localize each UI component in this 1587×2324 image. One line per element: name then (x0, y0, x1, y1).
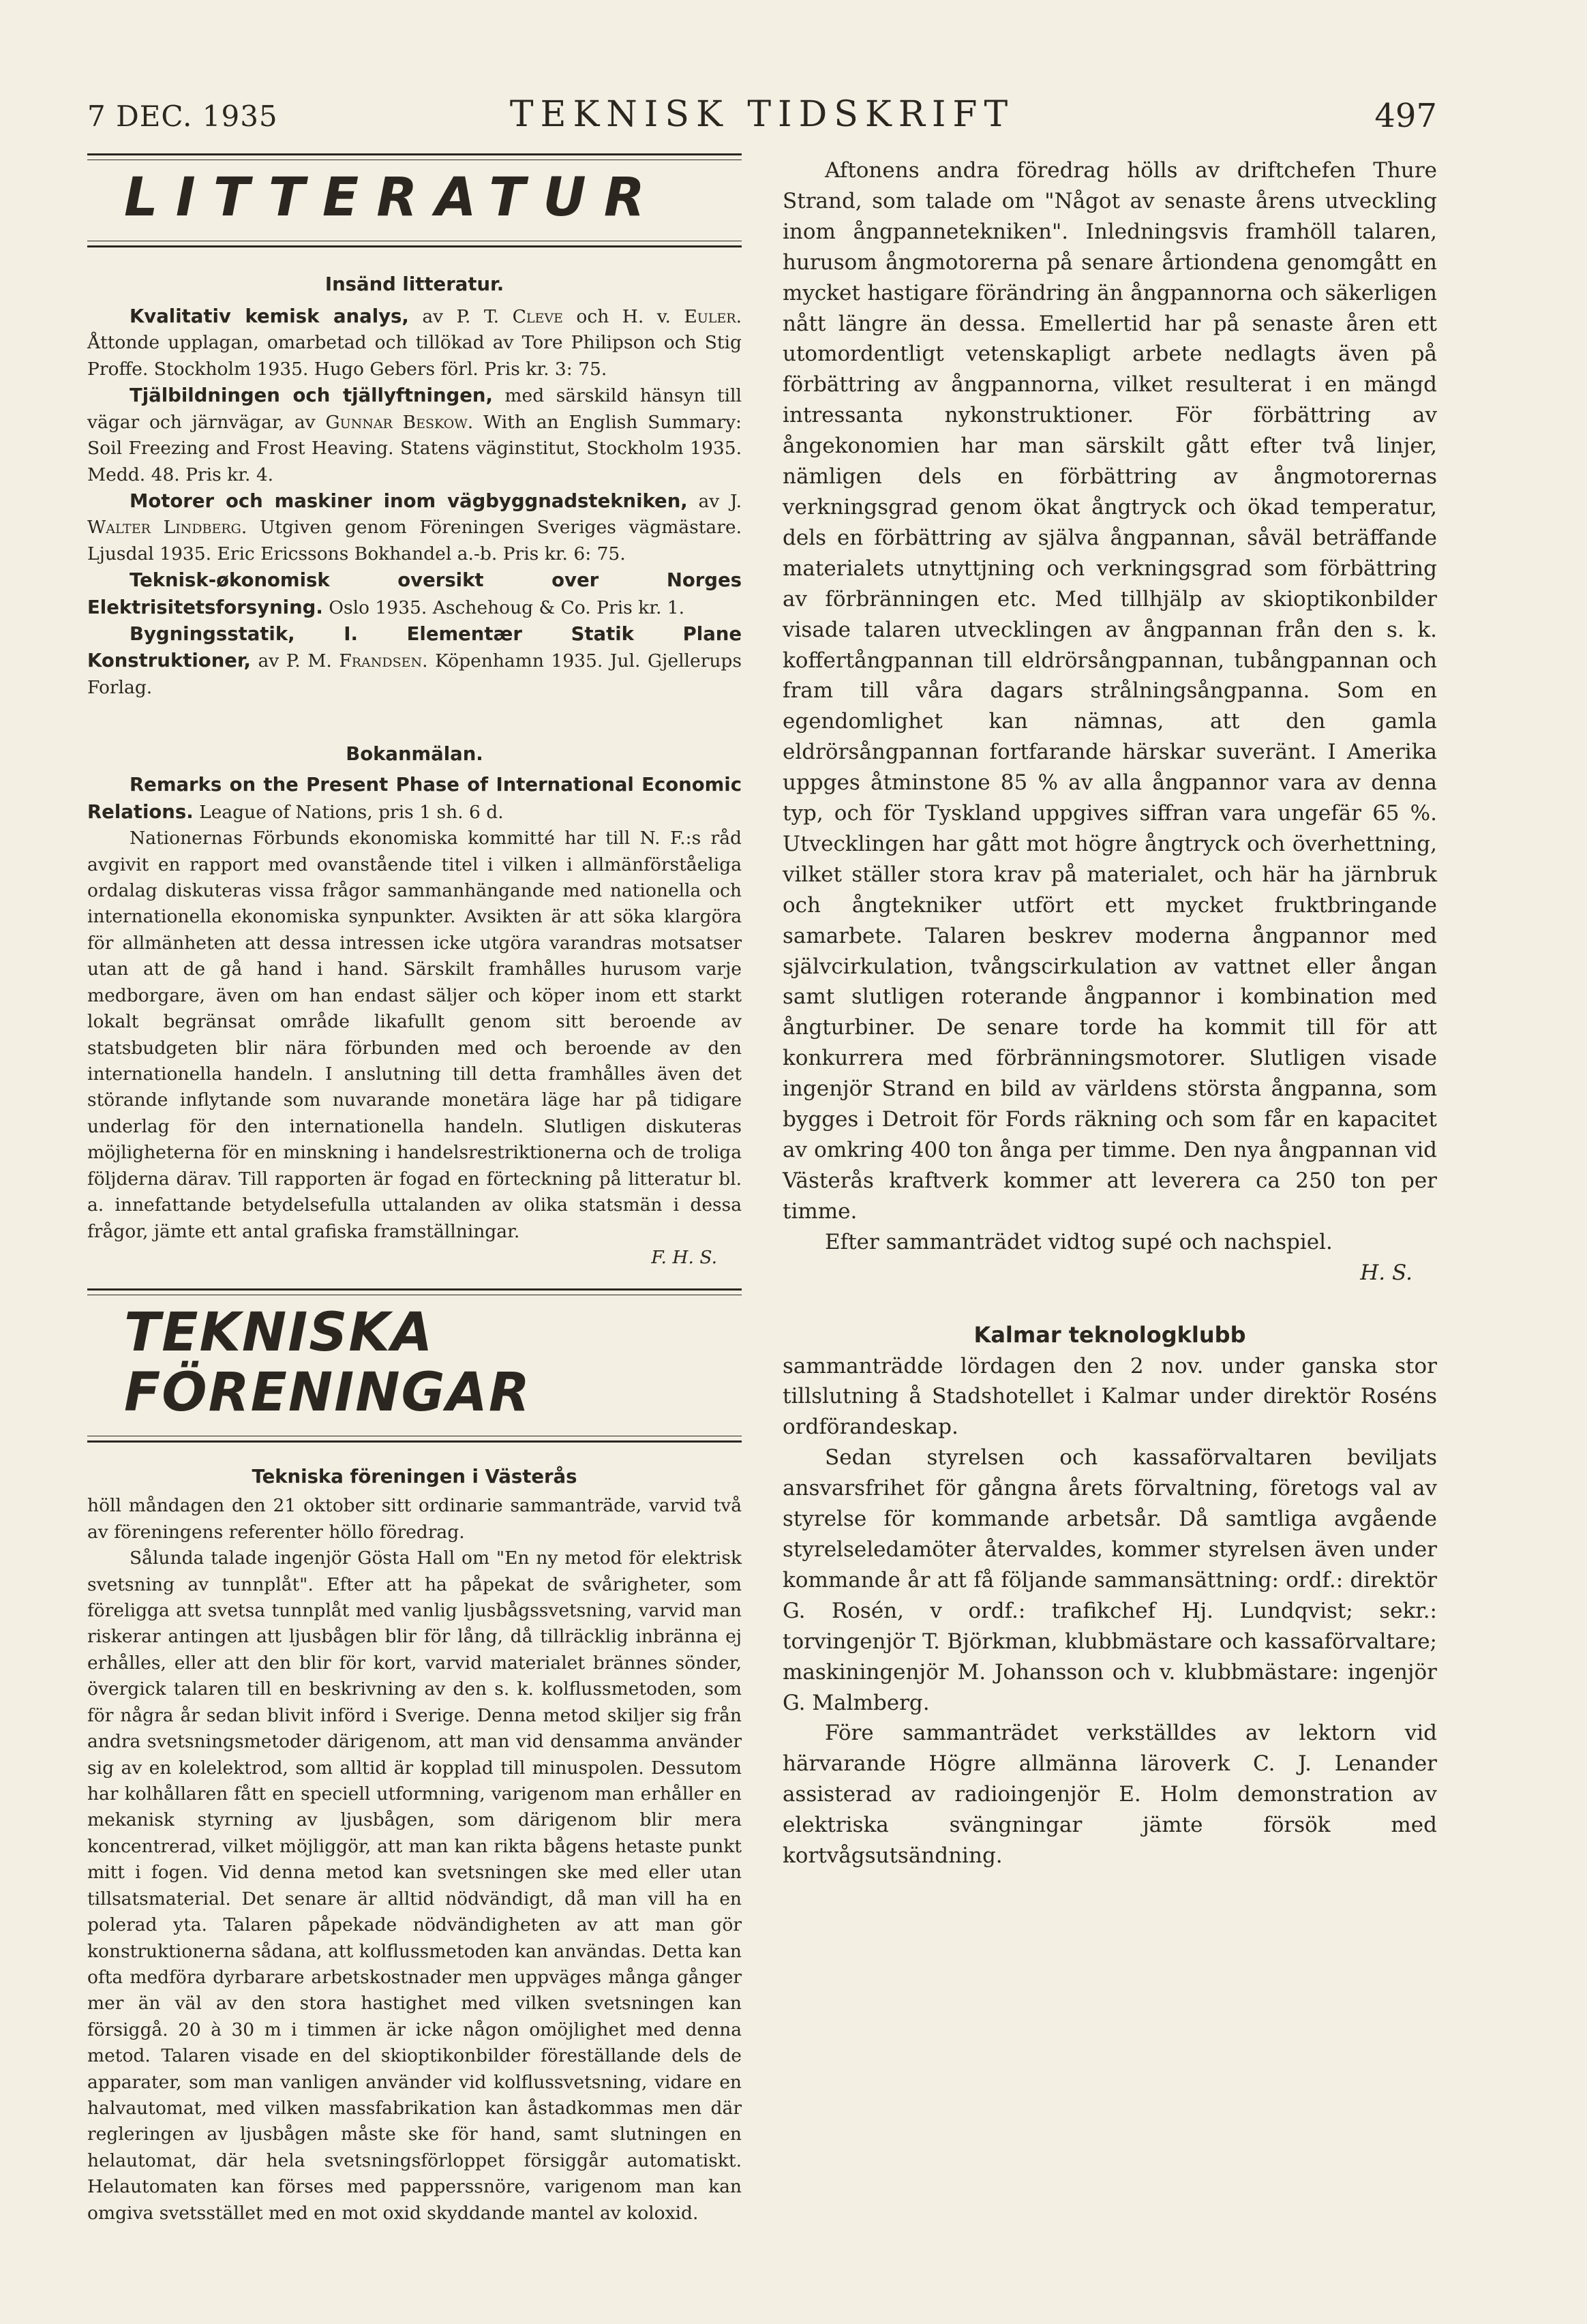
insand-heading: Insänd litteratur. (324, 273, 504, 295)
review-title: Remarks on the Present Phase of International Economic Relations. League of Nations, pris 1 sh. 6 d. (87, 774, 742, 823)
vasteras-closing: Efter sammanträdet vidtog supé och nachspiel. (825, 1229, 1333, 1254)
journal-name: TEKNISK TIDSKRIFT (509, 94, 1015, 135)
literature-entry: Tjälbildningen och tjällyftningen, med särskild hänsyn till vägar och järnvägar, av Gunnar Beskow. With an English Summary: Soil Freezing and Frost Heaving. Statens väginstitut, Stockholm 1935. Medd. 48. Pris kr. 4. (87, 384, 742, 485)
literature-entry: Bygningsstatik, I. Elementær Statik Plane Konstruktioner, av P. M. Frandsen. Köpenhamn 1935. Jul. Gjellerups Forlag. (87, 623, 742, 698)
vasteras-heading: Tekniska föreningen i Västerås (252, 1466, 577, 1488)
literature-entry: Motorer och maskiner inom vägbyggnadstekniken, av J. Walter Lindberg. Utgiven genom Föreningen Sveriges vägmästare. Ljusdal 1935. Eric Ericssons Bokhandel a.-b. Pris kr. 6: 75. (87, 489, 742, 564)
vasteras-lecture-2: Aftonens andra föredrag hölls av driftchefen Thure Strand, som talade om "Något av senaste årens utveckling inom ångpannetekniken". Inledningsvis framhöll talaren, hurusom ångmotorerna på senare årtiondena genomgått en mycket hastigare förändring än ångpannorna och säkerligen nått längre än dessa. Emellertid har på senaste åren ett utomordentligt vetenskapligt arbete nedlagts även på förbättring av ångpannorna, vilket resulterat i en mängd intressanta nykonstruktioner. För förbättring av ångekonomien har man särskilt gått efter två linjer, nämligen dels en förbättring av ångmotorernas verkningsgrad genom ökat ångtryck och ökad temperatur, dels en förbättring av själva ångpannan, såväl beträffande materialets utnyttjning och verkningsgrad som förbättring av förbränningen etc. Med tillhjälp av skioptikonbilder visade talaren utvecklingen av ångpannan från den s. k. koffertångpannan till eldrörsångpannan, tubångpannan och fram till våra dagars strålningsångpanna. Som en egendomlighet kan nämnas, att den gamla eldrörsångpannan fortfarande härskar suveränt. I Amerika uppges åtminstone 85 % av alla ångpannor vara av denna typ, och för Tyskland uppgives siffran vara ungefär 65 %. Utvecklingen har gått mot högre ångtryck och överhettning, vilket ställer stora krav på materialet, och här ha järnbruk och ångtekniker utfört ett mycket fruktbringande samarbete. Talaren beskrev moderna ångpannor med självcirkulation, tvångscirkulation av vattnet eller ångan samt slutligen roterande ångpannor i kombination med ångturbiner. De senare torde ha kommit till för att konkurrera med förbränningsmotorer. Slutligen visade ingenjör Strand en bild av världens största ångpanna, som bygges i Detroit för Fords räkning och som får en kapacitet av omkring 400 ton ånga per timme. Den nya ångpannan vid Västerås kraftverk kommer att leverera ca 250 ton per timme. (783, 158, 1437, 1224)
literature-entry: Teknisk-økonomisk oversikt over Norges Elektrisitetsforsyning. Oslo 1935. Aschehoug & Co. Pris kr. 1. (87, 569, 742, 618)
vasteras-intro: höll måndagen den 21 oktober sitt ordinarie sammanträde, varvid två av föreningens referenter höllo föredrag. (87, 1495, 742, 1543)
insand-list (87, 303, 742, 701)
review-signature: F. H. S. (651, 1246, 717, 1268)
page-number: 497 (1374, 97, 1437, 135)
kalmar-demonstration: Före sammanträdet verkställdes av lektorn vid härvarande Högre allmänna läroverk C. J. Lenander assisterad av radioingenjör E. Holm demonstration av elektriska svängningar jämte försök med kortvågsutsändning. (783, 1721, 1437, 1869)
review-body: Nationernas Förbunds ekonomiska kommitté har till N. F.:s råd avgivit en rapport med ovanstående titel i vilken i allmänförståeliga ordalag diskuteras vissa frågor sammanhängande med nationella och internationella ekonomiska synpunkter. Avsikten är att söka klargöra för allmänheten att dessa intressen icke utgöra varandras motsatser utan att de gå hand i hand. Särskilt framhålles hurusom varje medborgare, även om han endast säljer och köper inom ett starkt lokalt begränsat område likafullt genom sitt beroende av statsbudgeten blir nära förbunden med och beroende av den internationella handeln. I anslutning till detta framhålles även det störande inflytande som nuvarande monetära läge har på tidigare underlag för den internationella handeln. Slutligen diskuteras möjligheterna för en minskning i handelsrestriktionerna och de troliga följderna därav. Till rapporten är fogad en förteckning på litteratur bl. a. innefattande betydelsefulla uttalanden av olika statsmän i dessa frågor, jämte ett antal grafiska framställningar. (87, 828, 742, 1242)
section-title-litteratur: LITTERATUR (87, 153, 742, 247)
issue-date: 7 DEC. 1935 (87, 100, 278, 133)
right-column (783, 155, 1437, 1871)
vasteras-lecture-1: Sålunda talade ingenjör Gösta Hall om "En ny metod för elektrisk svetsning av tunnplåt". Efter att ha påpekat de svårigheter, som föreligga att svetsa tunnplåt med vanlig ljusbågssvetsning, varvid man riskerar antingen att ljusbågen blir för lång, då tillräcklig inbränna ej erhålles, eller att den blir för kort, varvid materialet brännes sönder, övergick talaren till en beskrivning av den s. k. kolflussmetoden, som för några år sedan blivit införd i Sverige. Denna metod skiljer sig från andra svetsningsmetoder därigenom, att man vid densamma använder sig av en kolelektrod, som alltid är kopplad till minuspolen. Dessutom har kolhållaren fått en speciell utformning, varigenom man erhåller en mekanisk styrning av ljusbågen, som därigenom blir mera koncentrerad, vilket möjliggör, att man kan rikta bågens hetaste punkt mitt i fogen. Vid denna metod kan svetsningen ske med eller utan tillsatsmaterial. Det senare är alltid nödvändigt, då man vill ha en polerad yta. Talaren påpekade nödvändigheten av att man gör konstruktionerna sådana, att kolflussmetoden kan användas. Detta kan ofta medföra dyrbarare arbetskostnader men uppväges många gånger mer än väl av den stora hastighet med vilken svetsningen kan försiggå. 20 à 30 m i timmen är icke någon omöjlighet med denna metod. Talaren visade en del skioptikonbilder föreställande dels de apparater, som man vanligen använder vid kolflussvetsning, vidare en halvautomat, med vilken massfabrikation kan åstadkommas men där regleringen av ljusbågen måste ske för hand, samt slutningen en helautomat, där hela svetsningsförloppet försiggår automatiskt. Helautomaten kan förses med papperssnöre, varigenom man kan omgiva svetsstället med en mot oxid skyddande mantel av koloxid. (87, 1548, 742, 2224)
kalmar-heading: Kalmar teknologklubb (973, 1321, 1246, 1348)
bokanmalan-heading: Bokanmälan. (346, 743, 483, 766)
running-header (87, 87, 1437, 142)
section-title-foreningar: TEKNISKA FÖRENINGAR (87, 1288, 742, 1443)
kalmar-board: Sedan styrelsen och kassaförvaltaren beviljats ansvarsfrihet för gångna årets förvaltning, företogs val av styrelse för kommande arbetsår. Då samtliga avgående styrelseledamöter återvaldes, kommer styrelsen även under kommande år att få följande sammansättning: ordf.: direktör G. Rosén, v ordf.: trafikchef Hj. Lundqvist; sekr.: torvingenjör T. Björkman, klubbmästare och kassaförvaltare; maskiningenjör M. Johansson och v. klubbmästare: ingenjör G. Malmberg. (783, 1445, 1437, 1715)
left-column (87, 153, 742, 2227)
literature-entry: Kvalitativ kemisk analys, av P. T. Cleve och H. v. Euler. Åttonde upplagan, omarbetad och tillökad av Tore Philipson och Stig Proffe. Stockholm 1935. Hugo Gebers förl. Pris kr. 3: 75. (87, 305, 742, 380)
kalmar-intro: sammanträdde lördagen den 2 nov. under ganska stor tillslutning å Stadshotellet i Kalmar under direktör Roséns ordförandeskap. (783, 1353, 1437, 1440)
vasteras-signature: H. S. (1360, 1260, 1412, 1285)
